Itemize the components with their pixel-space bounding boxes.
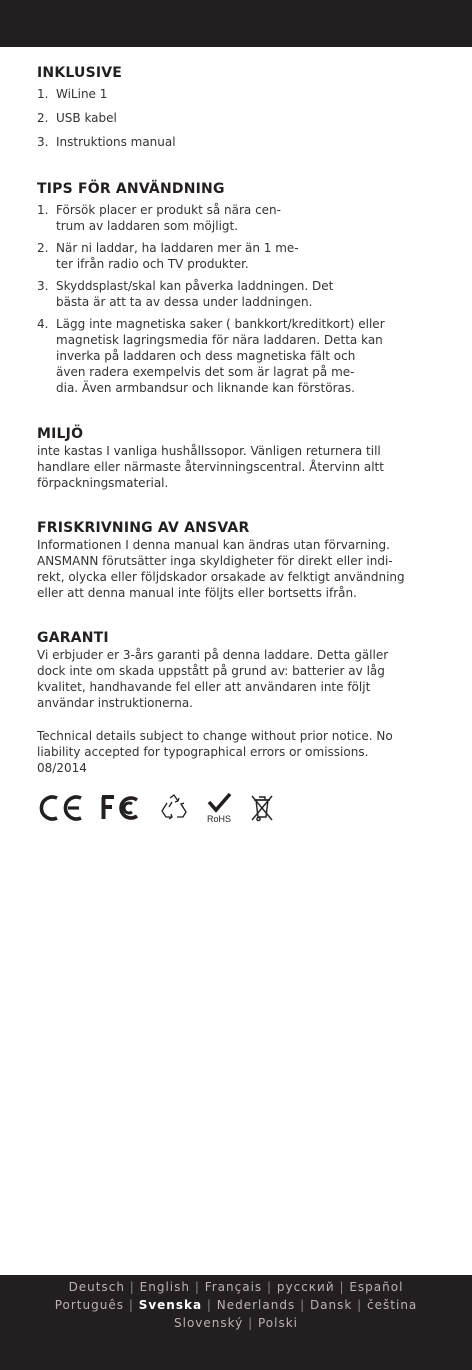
language-link-russian[interactable]: русский	[276, 1280, 335, 1294]
technical-disclaimer: Technical details subject to change without prior notice. No liability accepted for typographical errors or omissions. 08/2014	[37, 729, 393, 775]
section-title-garanti: GARANTI	[37, 630, 109, 646]
rohs-icon	[203, 792, 235, 824]
list-item: 2. När ni laddar, ha laddaren mer än 1 me- ter ifrån radio och TV produkter.	[37, 241, 299, 271]
section-inklusive	[37, 64, 437, 150]
language-link-cestina[interactable]: čeština	[367, 1298, 418, 1312]
list-item: 4. Lägg inte magnetiska saker ( bankkort/kreditkort) eller magnetisk lagringsmedia för nära laddaren. Detta kan inverka på laddaren och dess magnetiska fält och även radera exempelvis det som är lagrat på me- dia. Även armbandsur och liknande kan förstöras.	[37, 317, 385, 395]
language-list: Deutsch | English | Français | русский | Español Português | Svenska | Nederlands | Dansk | čeština Slovenský | Polski	[54, 1280, 418, 1330]
section-friskrivning	[37, 519, 437, 601]
section-body-friskrivning: Informationen I denna manual kan ändras utan förvarning. ANSMANN förutsätter inga skyldigheter för direkt eller indi- rekt, olycka eller följdskador orsakade av felktigt användning eller att denna manual inte följts eller bortsetts ifrån.	[37, 538, 405, 600]
list-item: 3. Skyddsplast/skal kan påverka laddningen. Det bästa är att ta av dessa under laddningen.	[37, 279, 334, 309]
top-bar	[0, 0, 472, 47]
language-link-espanol[interactable]: Español	[349, 1280, 404, 1294]
language-link-polski[interactable]: Polski	[257, 1316, 298, 1330]
section-title-friskrivning: FRISKRIVNING AV ANSVAR	[37, 520, 250, 536]
language-link-svenska[interactable]: Svenska	[138, 1298, 203, 1312]
rohs-label: RoHS	[207, 814, 232, 824]
ce-mark-icon	[37, 794, 85, 822]
list-item: 2. USB kabel	[37, 111, 117, 125]
language-link-slovensky[interactable]: Slovenský	[174, 1316, 244, 1330]
certification-marks	[37, 792, 437, 824]
section-garanti	[37, 629, 437, 711]
section-title-miljo: MILJÖ	[37, 426, 84, 442]
section-tips	[37, 180, 437, 396]
section-body-miljo: inte kastas I vanliga hushållssopor. Vänligen returnera till handlare eller närmaste återvinningscentral. Återvinn altt förpackningsmaterial.	[37, 444, 384, 490]
section-title-tips: TIPS FÖR ANVÄNDNING	[37, 181, 225, 197]
list-item: 1. Försök placer er produkt så nära cen- trum av laddaren som möjligt.	[37, 203, 281, 233]
language-link-deutsch[interactable]: Deutsch	[68, 1280, 125, 1294]
tips-list	[37, 202, 437, 396]
manual-content	[37, 64, 437, 824]
section-body-garanti: Vi erbjuder er 3-års garanti på denna laddare. Detta gäller dock inte om skada uppstått på grund av: batterier av låg kvalitet, handhavande fel eller att användaren inte följt användar instruktionerna.	[37, 648, 389, 710]
inklusive-list	[37, 86, 437, 150]
list-item: 1. WiLine 1	[37, 87, 108, 101]
section-title-inklusive: INKLUSIVE	[37, 65, 123, 81]
language-link-portugues[interactable]: Português	[54, 1298, 124, 1312]
recycle-icon	[159, 793, 189, 823]
weee-bin-icon	[249, 793, 275, 823]
list-item: 3. Instruktions manual	[37, 135, 176, 149]
fcc-icon	[99, 794, 145, 822]
language-link-francais[interactable]: Français	[204, 1280, 263, 1294]
language-link-dansk[interactable]: Dansk	[309, 1298, 353, 1312]
section-miljo	[37, 425, 437, 491]
language-link-english[interactable]: English	[139, 1280, 190, 1294]
language-footer	[0, 1275, 472, 1370]
language-link-nederlands[interactable]: Nederlands	[216, 1298, 296, 1312]
